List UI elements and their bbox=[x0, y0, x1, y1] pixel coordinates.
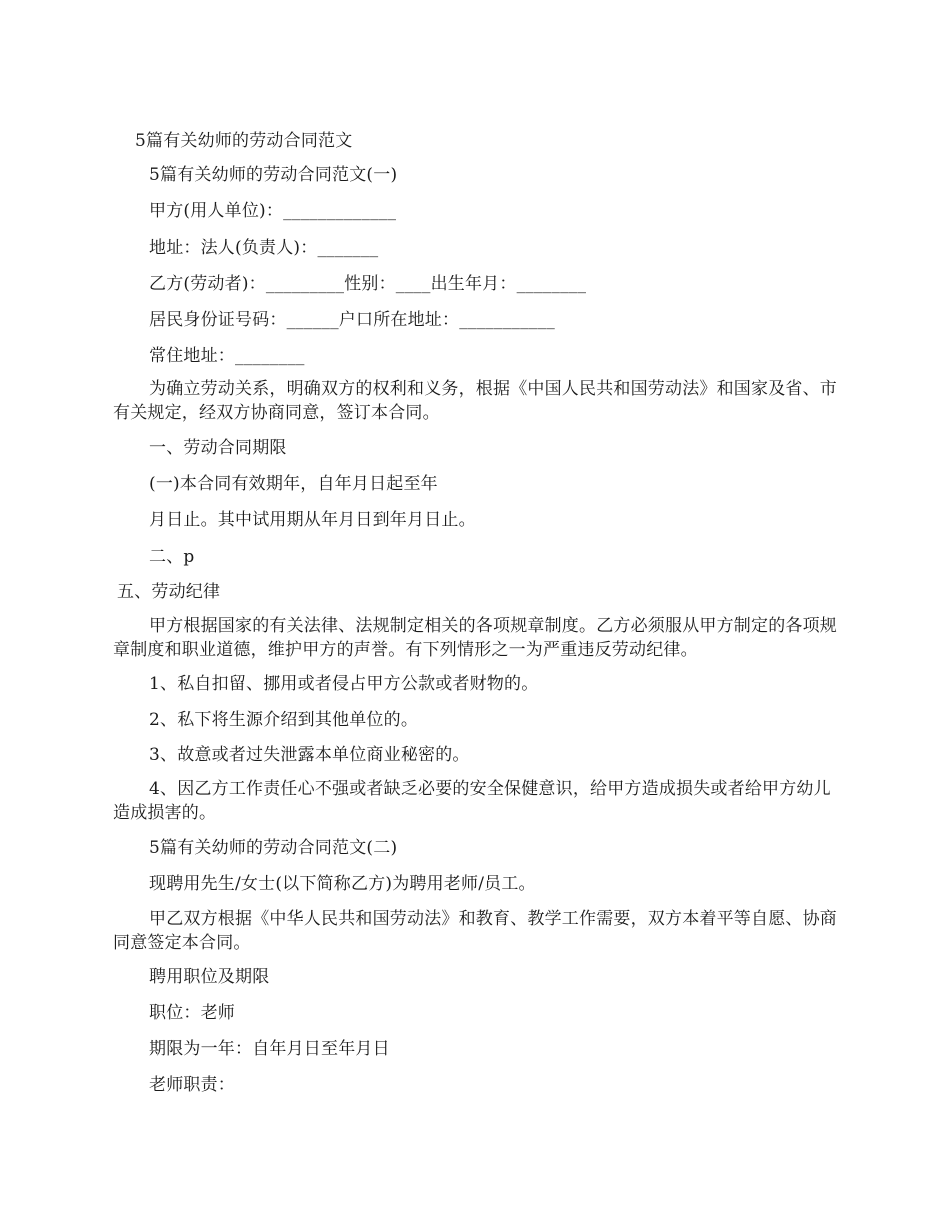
section-heading: 聘用职位及期限 bbox=[149, 967, 270, 987]
paragraph: 甲方根据国家的有关法律、法规制定相关的各项规章制度。乙方必须服从甲方制定的各项规章制度和职业道德，维护甲方的声誉。有下列情形之一为严重违反劳动纪律。 bbox=[113, 616, 837, 660]
section-heading: 五、劳动纪律 bbox=[117, 582, 221, 602]
paragraph: 职位：老师 bbox=[149, 1003, 235, 1023]
list-item: 4、因乙方工作责任心不强或者缺乏必要的安全保健意识，给甲方造成损失或者给甲方幼儿造成损害的。 bbox=[113, 779, 831, 823]
paragraph: 期限为一年：自年月日至年月日 bbox=[149, 1039, 390, 1059]
list-item: 1、私自扣留、挪用或者侵占甲方公款或者财物的。 bbox=[149, 674, 539, 694]
party-b-field: 乙方(劳动者)：_________性别：____出生年月：________ bbox=[149, 274, 587, 294]
paragraph: 现聘用先生/女士(以下简称乙方)为聘用老师/员工。 bbox=[149, 874, 536, 894]
list-item: 2、私下将生源介绍到其他单位的。 bbox=[149, 710, 419, 730]
list-item: 3、故意或者过失泄露本单位商业秘密的。 bbox=[149, 745, 470, 765]
paragraph: 老师职责： bbox=[149, 1075, 235, 1095]
paragraph: 月日止。其中试用期从年月日到年月日止。 bbox=[149, 510, 476, 530]
party-a-field: 甲方(用人单位)：_____________ bbox=[149, 201, 397, 221]
paragraph: 甲乙双方根据《中华人民共和国劳动法》和教育、教学工作需要，双方本着平等自愿、协商同意签定本合同。 bbox=[113, 909, 837, 953]
id-number-field: 居民身份证号码：______户口所在地址：___________ bbox=[149, 310, 555, 330]
section-heading-1: 5篇有关幼师的劳动合同范文(一) bbox=[149, 165, 398, 185]
section-heading: 二、p bbox=[149, 547, 195, 567]
paragraph: (一)本合同有效期年，自年月日起至年 bbox=[149, 474, 438, 494]
document-title: 5篇有关幼师的劳动合同范文 bbox=[135, 131, 353, 151]
section-heading: 一、劳动合同期限 bbox=[149, 438, 287, 458]
paragraph: 为确立劳动关系，明确双方的权利和义务，根据《中国人民共和国劳动法》和国家及省、市有关规定，经双方协商同意，签订本合同。 bbox=[113, 379, 837, 423]
section-heading-2: 5篇有关幼师的劳动合同范文(二) bbox=[149, 838, 398, 858]
residence-field: 常住地址：________ bbox=[149, 346, 305, 366]
address-field: 地址：法人(负责人)：_______ bbox=[149, 238, 379, 258]
